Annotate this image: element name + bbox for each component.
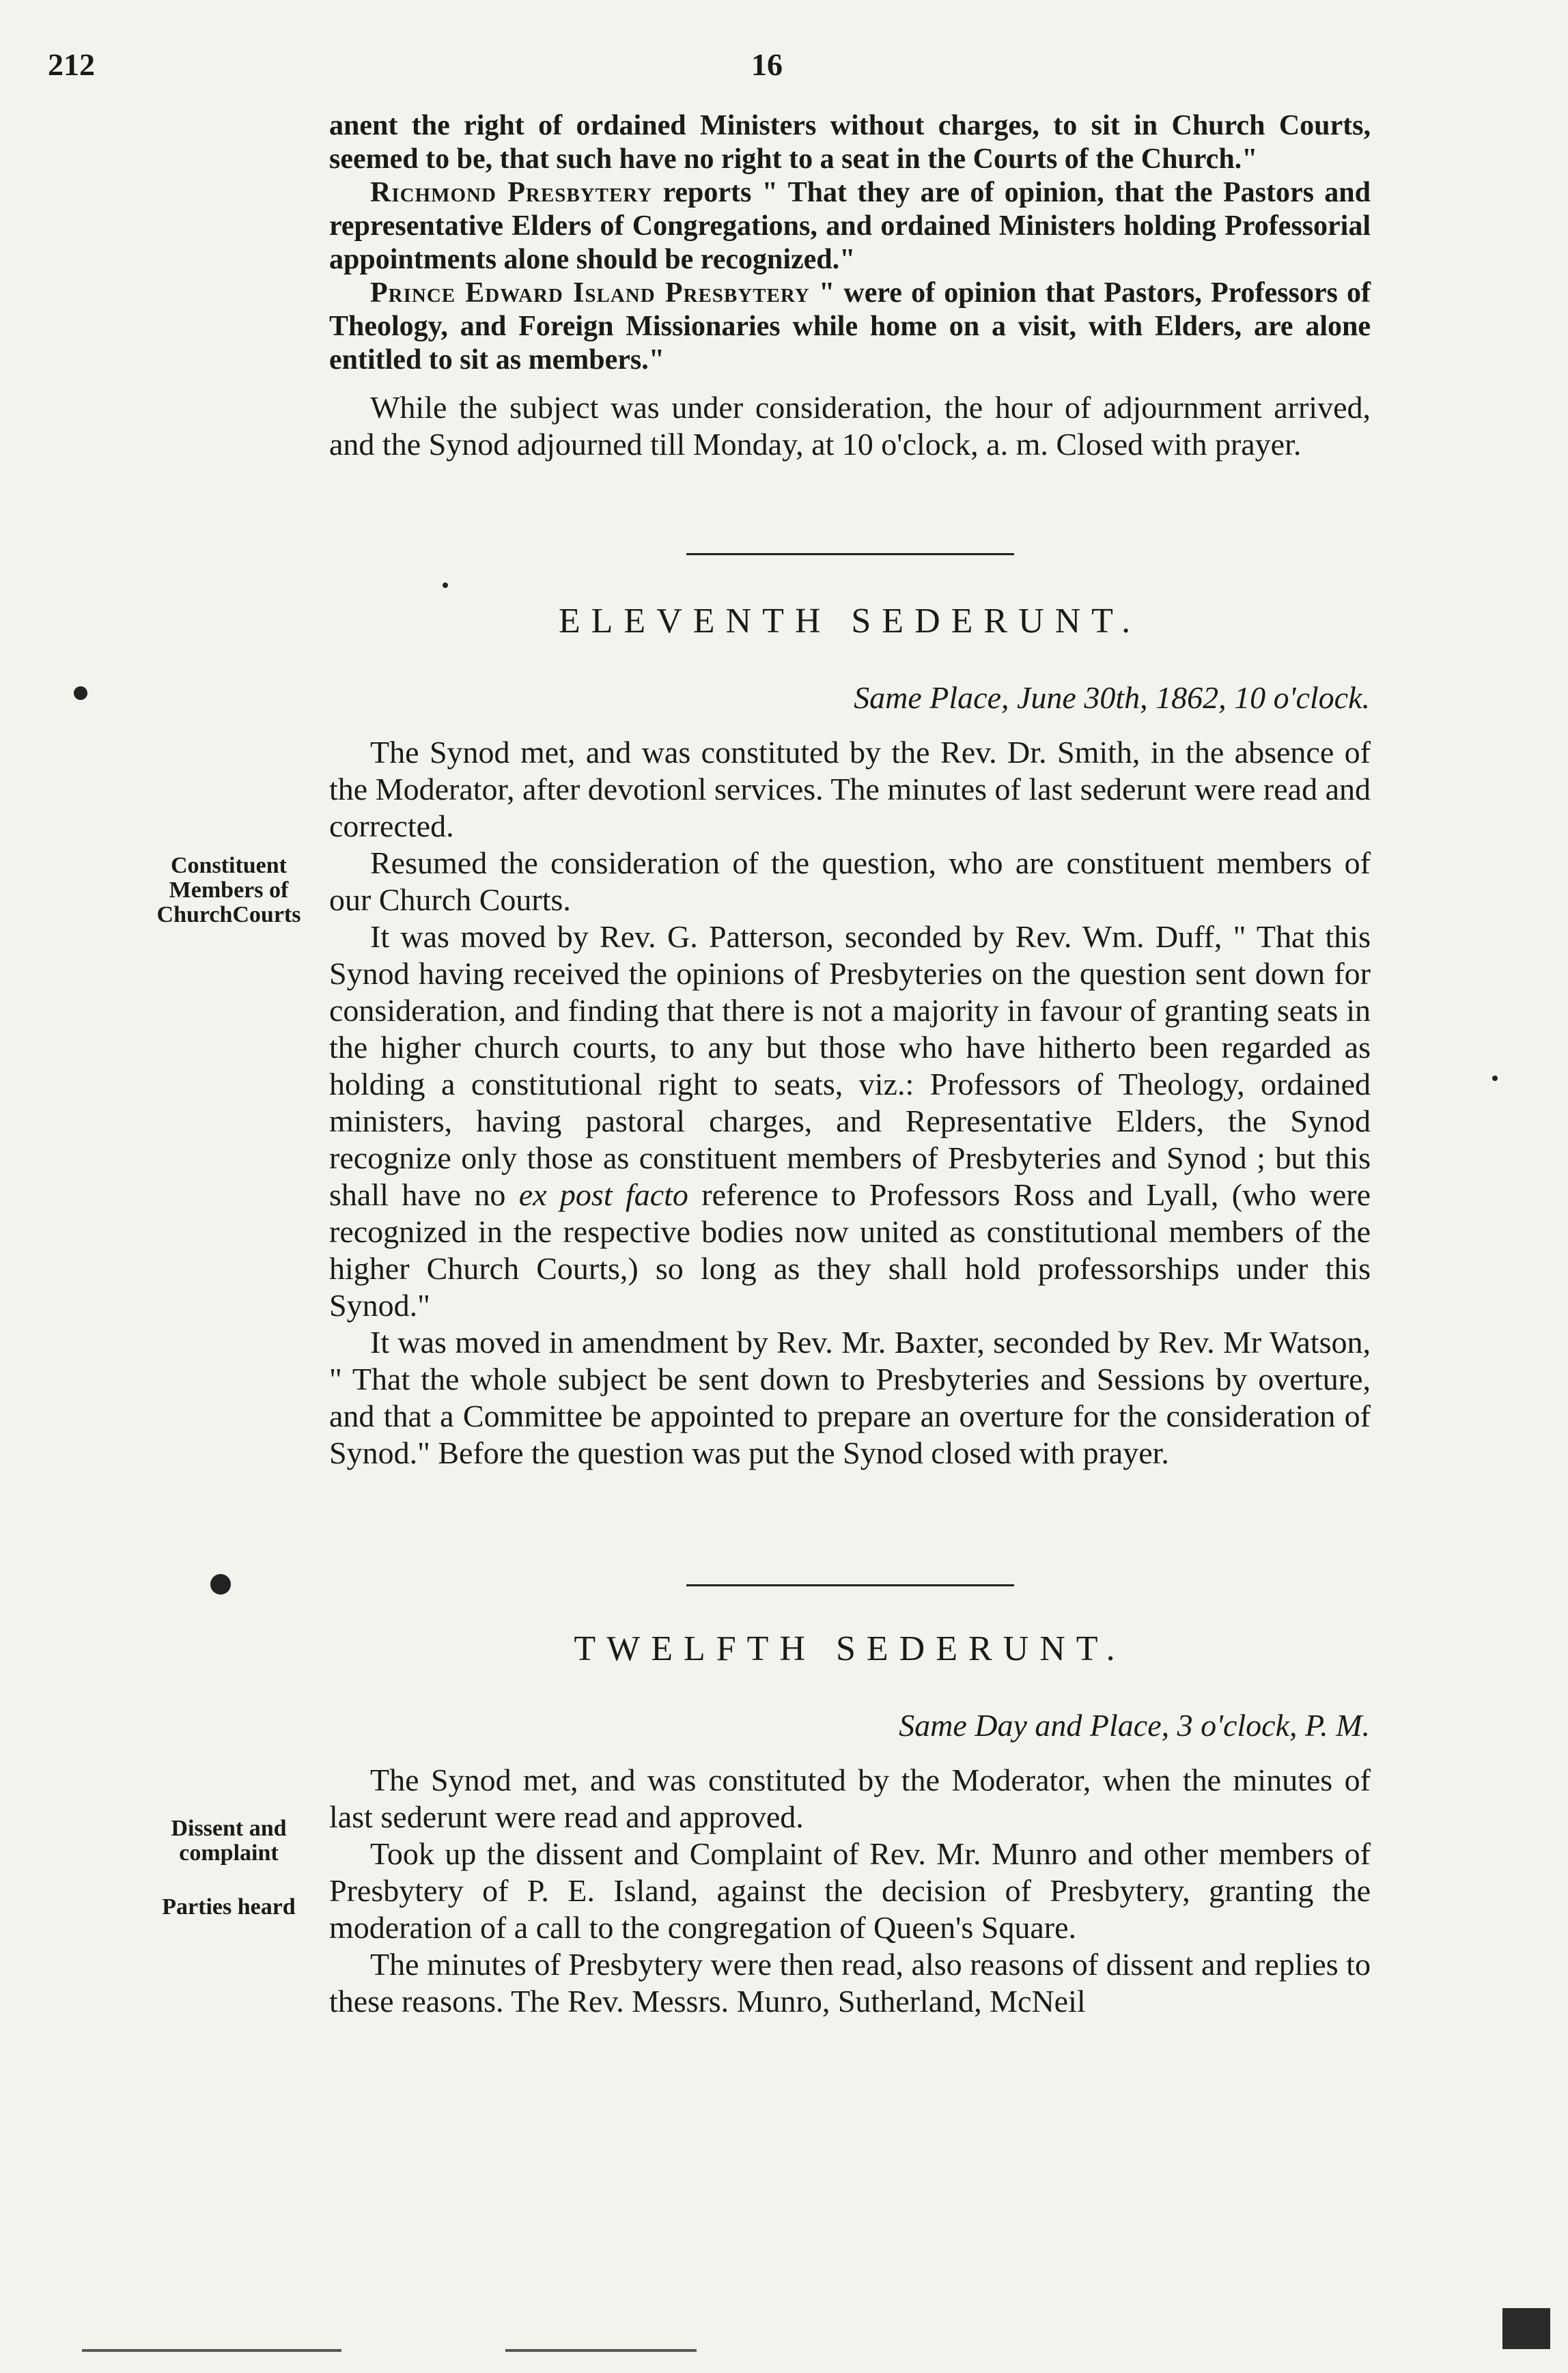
eleventh-sederunt-heading: ELEVENTH SEDERUNT.: [558, 602, 1142, 641]
top-block: [329, 109, 1371, 463]
scan-spot: [1492, 1076, 1498, 1081]
eleventh-paragraph-3: [329, 918, 1371, 1324]
patterson-motion: It was moved by Rev. G. Patterson, seconded by Rev. Wm. Duff, " That this Synod having received the opinions of Presbyteries on the question sent down for consideration, and finding that there is not a majority in favour of granting seats in the higher church courts, to any but those who have hitherto been regarded as holding a constitutional right to seats, viz.: Professors of Theology, ordained ministers, having pastoral charges, and Representative Elders, the Synod recognize only those as constituent members of Presbyteries and Synod ; but this shall have no: [329, 919, 1371, 1212]
pei-report: " were of opinion that Pastors, Professors of Theology, and Foreign Missionaries while home on a visit, with Elders, are alone entitled to sit as members.": [329, 277, 1371, 376]
eleventh-paragraph-2: Resumed the consideration of the question, who are constituent members of our Church Courts.: [329, 845, 1371, 917]
page-number-center: 16: [751, 47, 783, 82]
ex-post-facto: ex post facto: [518, 1177, 688, 1212]
eleventh-dateline: Same Place, June 30th, 1862, 10 o'clock.: [854, 680, 1370, 715]
scan-edge-mark: [505, 2349, 697, 2352]
adjournment-paragraph: While the subject was under consideration, the hour of adjournment arrived, and the Synod adjourned till Monday, at 10 o'clock, a. m. Closed with prayer.: [329, 390, 1371, 462]
page-number-left: 212: [48, 47, 95, 82]
scan-corner-mark: [1502, 2308, 1550, 2349]
pei-presbytery: Prince Edward Island Presbytery: [370, 277, 810, 309]
twelfth-sederunt-heading: TWELFTH SEDERUNT.: [574, 1629, 1126, 1668]
margin-note-parties: Parties heard: [162, 1894, 296, 1920]
scan-spot: [443, 582, 448, 588]
section-divider-1: [686, 553, 1014, 555]
scan-edge-mark: [82, 2349, 341, 2352]
top-paragraph-1: anent the right of ordained Ministers without charges, to sit in Church Courts, seemed to be, that such have no right to a seat in the Courts of the Church.": [329, 110, 1371, 175]
scan-spot: [210, 1574, 231, 1595]
twelfth-body: [329, 1762, 1371, 2020]
top-paragraph-3: [329, 277, 1371, 377]
richmond-report: reports " That they are of opinion, that the Pastors and representative Elders of Congregations, and ordained Ministers holding Professorial appointments alone should be recognized.": [329, 177, 1371, 275]
section-divider-2: [686, 1584, 1014, 1586]
twelfth-dateline: Same Day and Place, 3 o'clock, P. M.: [899, 1708, 1370, 1743]
scan-spot: [74, 686, 87, 700]
margin-note-dissent: Dissent and complaint: [171, 1816, 287, 1866]
patterson-motion-end: reference to Professors Ross and Lyall, (who were recognized in the respective bodies now united as constitutional members of the higher Church Courts,) so long as they shall hold professorships under this Synod.": [329, 1177, 1371, 1323]
twelfth-paragraph-2: Took up the dissent and Complaint of Rev. Mr. Munro and other members of Presbytery of P. E. Island, against the decision of Presbytery, granting the moderation of a call to the congregation of Queen's Square.: [329, 1836, 1371, 1945]
richmond-presbytery: Richmond Presbytery: [370, 177, 653, 208]
top-paragraph-2: [329, 176, 1371, 277]
margin-note-constituent: Constituent Members of ChurchCourts: [156, 853, 301, 927]
twelfth-paragraph-3: The minutes of Presbytery were then read, also reasons of dissent and replies to these reasons. The Rev. Messrs. Munro, Sutherland, McNeil: [329, 1947, 1371, 2019]
twelfth-paragraph-1: The Synod met, and was constituted by the Moderator, when the minutes of last sederunt were read and approved.: [329, 1763, 1371, 1834]
eleventh-paragraph-1: The Synod met, and was constituted by the Rev. Dr. Smith, in the absence of the Moderator, after devotionl services. The minutes of last sederunt were read and corrected.: [329, 735, 1371, 843]
eleventh-paragraph-4: It was moved in amendment by Rev. Mr. Baxter, seconded by Rev. Mr Watson, " That the whole subject be sent down to Presbyteries and Sessions by overture, and that a Committee be appointed to prepare an overture for the consideration of Synod." Before the question was put the Synod closed with prayer.: [329, 1325, 1371, 1470]
eleventh-body: [329, 734, 1371, 1472]
